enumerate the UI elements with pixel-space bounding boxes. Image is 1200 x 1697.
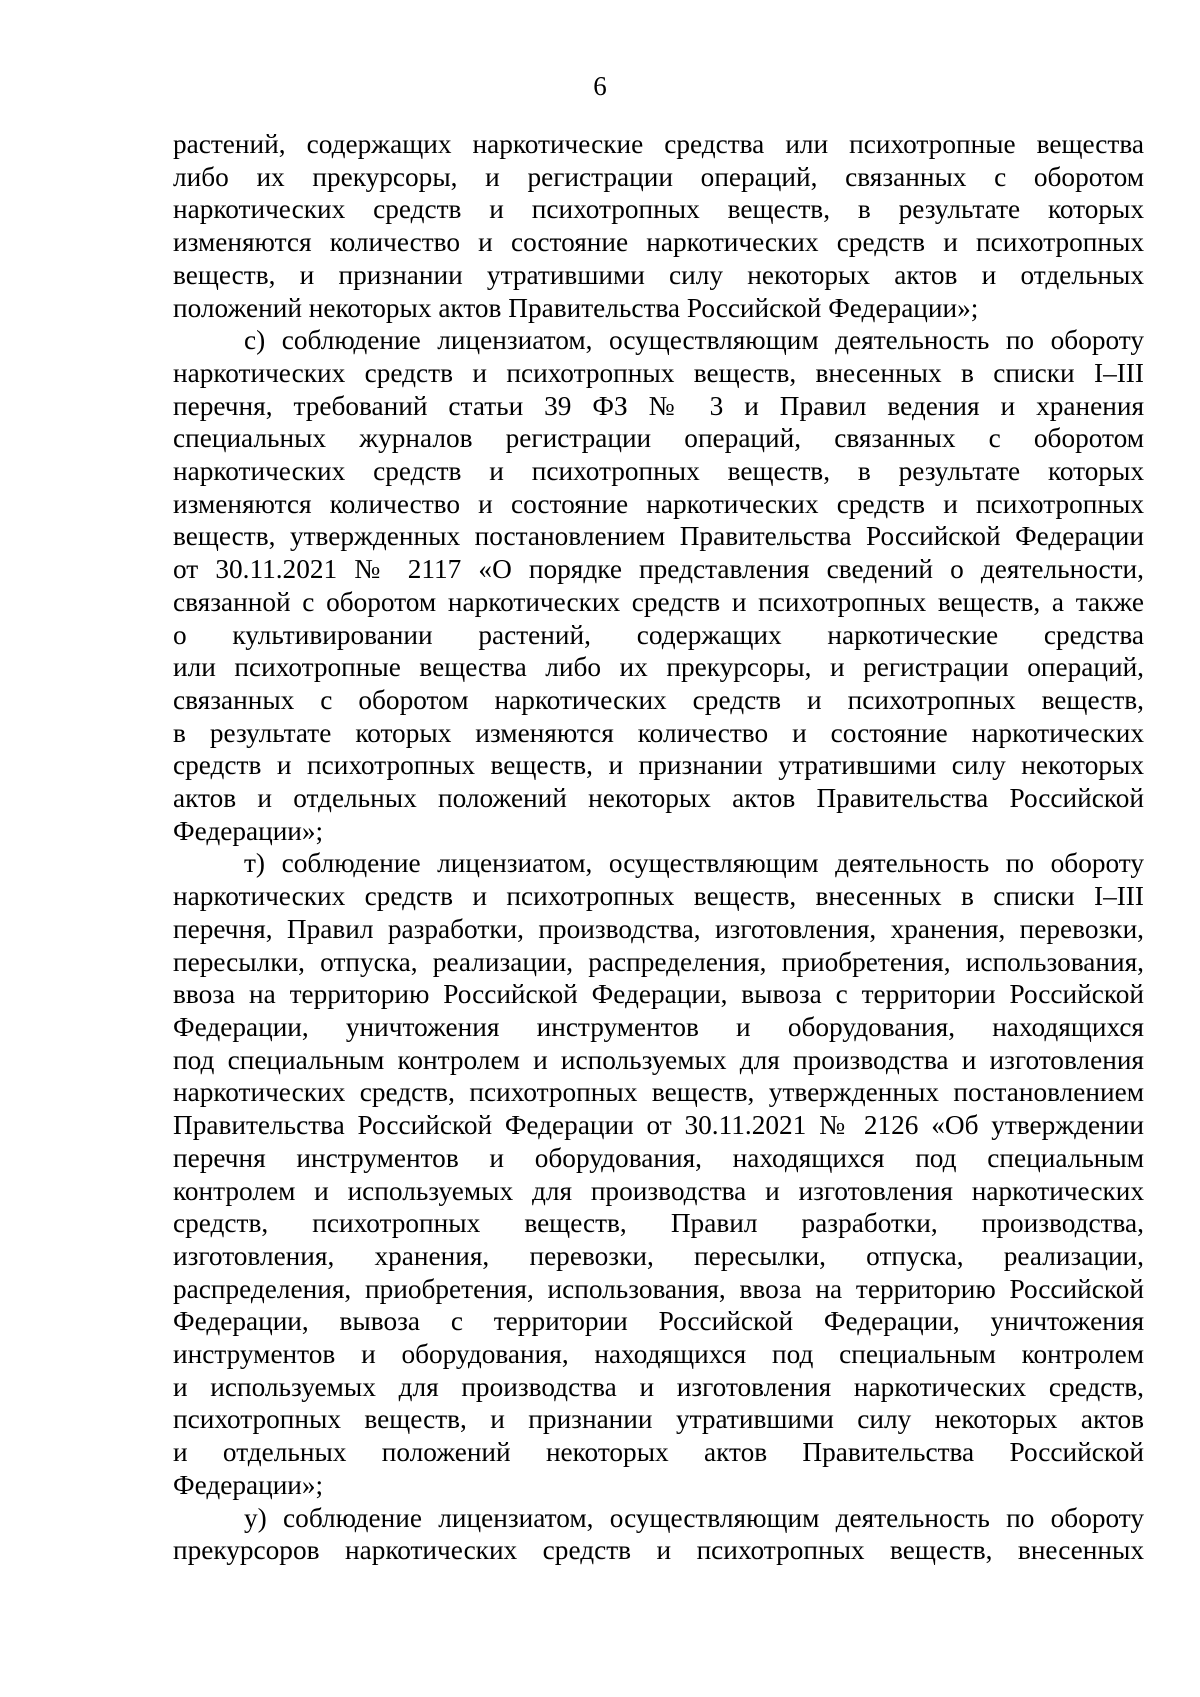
text-line: Федерации, вывоза с территории Российской Федерации, уничтожения (173, 1306, 1144, 1337)
text-line: с) соблюдение лицензиатом, осуществляющим деятельность по обороту (244, 325, 1144, 356)
text-line: наркотических средств, психотропных веществ, утвержденных постановлением (173, 1077, 1144, 1108)
text-line: психотропных веществ, и признании утратившими силу некоторых актов (173, 1404, 1144, 1435)
text-line: наркотических средств и психотропных веществ, внесенных в списки I–III (173, 357, 1144, 388)
text-line: под специальным контролем и используемых для производства и изготовления (173, 1044, 1144, 1075)
text-line: у) соблюдение лицензиатом, осуществляющим деятельность по обороту (244, 1502, 1144, 1533)
text-line: средств и психотропных веществ, и признании утратившими силу некоторых (173, 750, 1144, 781)
text-line: положений некоторых актов Правительства Российской Федерации»; (173, 292, 979, 323)
text-line: изменяются количество и состояние наркотических средств и психотропных (173, 488, 1144, 519)
text-line: Федерации»; (173, 1469, 324, 1500)
text-line: инструментов и оборудования, находящихся под специальным контролем (173, 1339, 1144, 1370)
text-line: веществ, и признании утратившими силу некоторых актов и отдельных (173, 259, 1144, 290)
paragraph-item-s (173, 324, 1144, 847)
text-line: наркотических средств и психотропных веществ, внесенных в списки I–III (173, 881, 1144, 912)
text-line: и отдельных положений некоторых актов Правительства Российской (173, 1437, 1144, 1468)
text-line: специальных журналов регистрации операций, связанных с оборотом (173, 423, 1144, 454)
text-line: наркотических средств и психотропных веществ, в результате которых (173, 194, 1144, 225)
text-line: Федерации»; (173, 815, 324, 846)
text-line: Федерации, уничтожения инструментов и оборудования, находящихся (173, 1011, 1144, 1042)
text-line: наркотических средств и психотропных веществ, в результате которых (173, 456, 1144, 487)
text-line: перечня, Правил разработки, производства, изготовления, хранения, перевозки, (173, 913, 1144, 944)
text-line: изготовления, хранения, перевозки, пересылки, отпуска, реализации, (173, 1240, 1144, 1271)
text-line: перечня инструментов и оборудования, находящихся под специальным (173, 1142, 1144, 1173)
text-line: от 30.11.2021 № 2117 «О порядке представления сведений о деятельности, (173, 554, 1144, 585)
text-line: перечня, требований статьи 39 ФЗ № 3 и Правил ведения и хранения (173, 390, 1144, 421)
text-line: связанных с оборотом наркотических средств и психотропных веществ, (173, 684, 1144, 715)
text-line: или психотропные вещества либо их прекурсоры, и регистрации операций, (173, 652, 1144, 683)
text-line: связанной с оборотом наркотических средств и психотропных веществ, а также (173, 586, 1144, 617)
text-line: контролем и используемых для производства и изготовления наркотических (173, 1175, 1144, 1206)
paragraph-continuation (173, 128, 1144, 324)
page-number: 6 (593, 71, 607, 101)
text-line: распределения, приобретения, использования, ввоза на территорию Российской (173, 1273, 1144, 1304)
text-line: Правительства Российской Федерации от 30.11.2021 № 2126 «Об утверждении (173, 1110, 1144, 1141)
text-line: растений, содержащих наркотические средства или психотропные вещества (173, 129, 1144, 159)
text-line: веществ, утвержденных постановлением Правительства Российской Федерации (173, 521, 1144, 552)
text-line: изменяются количество и состояние наркотических средств и психотропных (173, 227, 1144, 258)
paragraph-item-t (173, 847, 1144, 1501)
text-line: средств, психотропных веществ, Правил разработки, производства, (173, 1208, 1144, 1239)
text-line: пересылки, отпуска, реализации, распределения, приобретения, использования, (173, 946, 1144, 977)
document-body (173, 128, 1144, 1567)
paragraph-item-u (173, 1502, 1144, 1567)
text-line: и используемых для производства и изготовления наркотических средств, (173, 1371, 1144, 1402)
text-line: т) соблюдение лицензиатом, осуществляющим деятельность по обороту (244, 848, 1144, 879)
text-line: ввоза на территорию Российской Федерации, вывоза с территории Российской (173, 979, 1144, 1010)
text-line: в результате которых изменяются количество и состояние наркотических (173, 717, 1144, 748)
text-line: актов и отдельных положений некоторых актов Правительства Российской (173, 783, 1144, 814)
text-line: о культивировании растений, содержащих наркотические средства (173, 619, 1144, 650)
text-line: либо их прекурсоры, и регистрации операций, связанных с оборотом (173, 161, 1144, 192)
text-line: прекурсоров наркотических средств и психотропных веществ, внесенных (173, 1535, 1144, 1566)
